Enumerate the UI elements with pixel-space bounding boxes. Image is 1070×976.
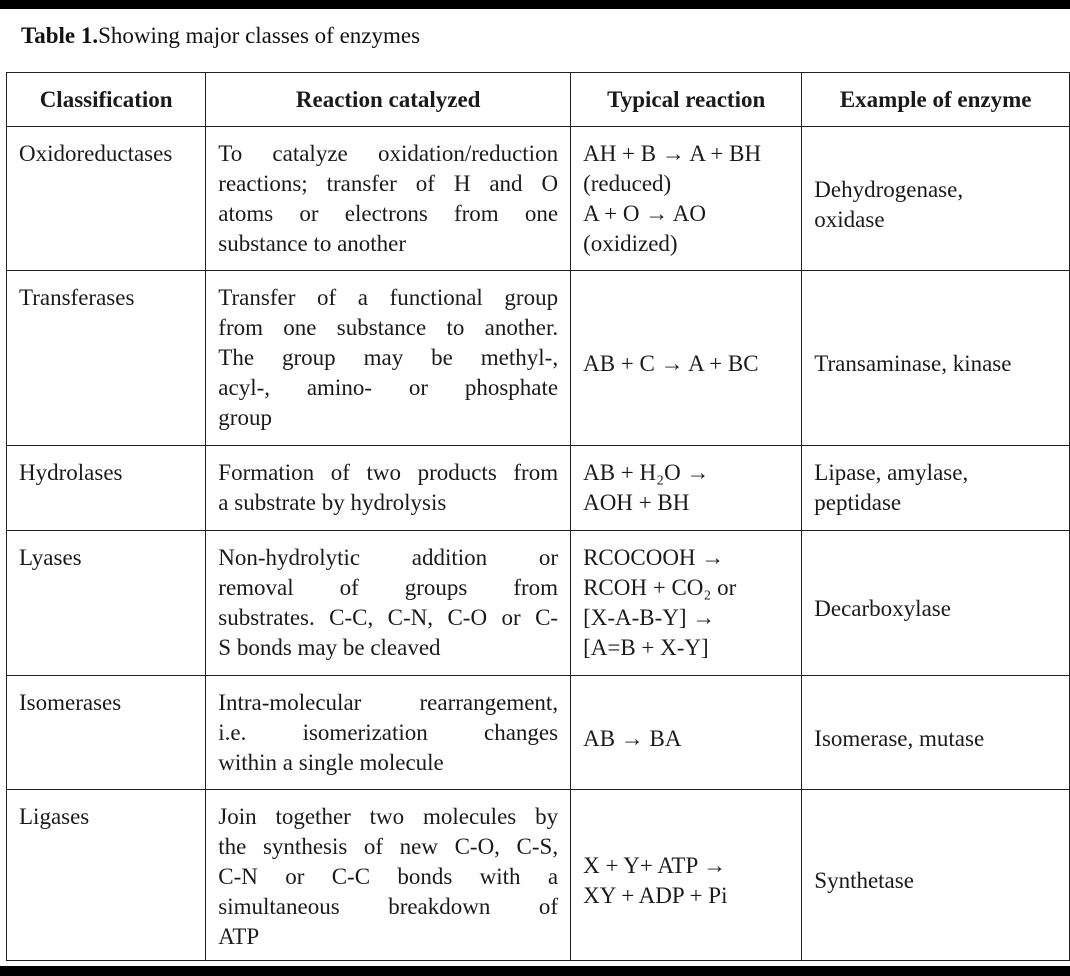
cell-example-enzyme — [802, 127, 1070, 271]
cell-reaction-catalyzed — [206, 676, 571, 790]
cell-typical-reaction — [571, 271, 802, 446]
cell-example-enzyme — [802, 676, 1070, 790]
typical-line: RCOH + CO₂ or — [583, 575, 737, 600]
table-row — [7, 271, 1070, 446]
reaction-line: Non-hydrolytic addition or — [218, 545, 559, 570]
header-example-of-enzyme: Example of enzyme — [802, 73, 1070, 127]
typical-line: X + Y+ ATP → — [583, 853, 727, 878]
cell-typical-reaction — [571, 127, 802, 271]
cell-typical-reaction — [571, 790, 802, 961]
cell-classification — [7, 531, 206, 676]
cell-classification — [7, 790, 206, 961]
cell-reaction-catalyzed — [206, 531, 571, 676]
typical-line: AH + B → A + BH — [583, 141, 762, 166]
table-row — [7, 446, 1070, 531]
typical-line: XY + ADP + Pi — [583, 883, 728, 908]
typical-line: [A=B + X-Y] — [583, 635, 709, 660]
table-row — [7, 676, 1070, 790]
classification-text: Oxidoreductases — [19, 141, 173, 166]
typical-line: [X-A-B-Y] → — [583, 605, 716, 630]
reaction-line: ATP — [218, 924, 260, 949]
cell-example-enzyme — [802, 790, 1070, 961]
reaction-line: To catalyze oxidation/reduction — [218, 141, 559, 166]
typical-line: AOH + BH — [583, 490, 690, 515]
classification-text: Transferases — [19, 285, 135, 310]
cell-reaction-catalyzed — [206, 446, 571, 531]
header-reaction-catalyzed: Reaction catalyzed — [206, 73, 571, 127]
cell-typical-reaction — [571, 531, 802, 676]
document-page — [0, 9, 1070, 966]
example-line: Dehydrogenase, — [814, 176, 964, 202]
typical-line: (oxidized) — [583, 231, 678, 256]
reaction-line: from one substance to another. — [218, 315, 559, 340]
typical-line: AB + C → A + BC — [583, 351, 759, 376]
example-line: Lipase, amylase, — [814, 460, 969, 485]
caption-text: Showing major classes of enzymes — [98, 23, 421, 48]
example-line: Decarboxylase — [814, 596, 951, 621]
cell-reaction-catalyzed — [206, 790, 571, 961]
table-caption — [21, 23, 420, 49]
reaction-line: The group may be methyl-, — [218, 345, 559, 370]
cell-classification — [7, 676, 206, 790]
reaction-line: C-N or C-C bonds with a — [218, 864, 559, 889]
cell-classification — [7, 271, 206, 446]
reaction-line: substrates. C-C, C-N, C-O or C- — [218, 605, 559, 630]
reaction-line: Intra-molecular rearrangement, — [218, 690, 559, 715]
cell-typical-reaction — [571, 676, 802, 790]
reaction-line: the synthesis of new C-O, C-S, — [218, 834, 559, 859]
cell-reaction-catalyzed — [206, 127, 571, 271]
reaction-line: atoms or electrons from one — [218, 201, 559, 226]
reaction-line: group — [218, 405, 272, 430]
example-line: Synthetase — [814, 868, 914, 893]
example-line: oxidase — [814, 206, 885, 232]
reaction-line: Join together two molecules by — [218, 804, 559, 829]
table-header-row — [7, 73, 1070, 127]
cell-typical-reaction — [571, 446, 802, 531]
reaction-line: i.e. isomerization changes — [218, 720, 559, 745]
reaction-line: removal of groups from — [218, 575, 559, 600]
example-line: Transaminase, kinase — [814, 351, 1012, 376]
typical-line: AB → BA — [583, 725, 682, 751]
reaction-line: Formation of two products from — [218, 460, 559, 485]
enzyme-classes-table — [6, 72, 1070, 961]
example-line: Isomerase, mutase — [814, 725, 985, 751]
classification-text: Ligases — [19, 804, 90, 829]
cell-classification — [7, 127, 206, 271]
cell-example-enzyme — [802, 271, 1070, 446]
reaction-line: within a single molecule — [218, 750, 444, 775]
reaction-line: a substrate by hydrolysis — [218, 490, 447, 515]
reaction-line: acyl-, amino- or phosphate — [218, 375, 559, 400]
cell-example-enzyme — [802, 531, 1070, 676]
caption-label: Table 1. — [21, 23, 99, 48]
classification-text: Isomerases — [19, 690, 122, 715]
table-row — [7, 790, 1070, 961]
typical-line: (reduced) — [583, 171, 672, 196]
header-typical-reaction: Typical reaction — [571, 73, 802, 127]
classification-text: Hydrolases — [19, 460, 123, 485]
reaction-line: substance to another — [218, 231, 407, 256]
example-line: peptidase — [814, 490, 902, 515]
table-row — [7, 531, 1070, 676]
typical-line: A + O → AO — [583, 201, 706, 226]
header-classification: Classification — [7, 73, 206, 127]
typical-line: AB + H₂O → — [583, 460, 710, 485]
cell-reaction-catalyzed — [206, 271, 571, 446]
reaction-line: Transfer of a functional group — [218, 285, 559, 310]
typical-line: RCOCOOH → — [583, 545, 725, 570]
table-row — [7, 127, 1070, 271]
classification-text: Lyases — [19, 545, 82, 570]
cell-example-enzyme — [802, 446, 1070, 531]
reaction-line: reactions; transfer of H and O — [218, 171, 559, 196]
cell-classification — [7, 446, 206, 531]
reaction-line: S bonds may be cleaved — [218, 635, 441, 660]
reaction-line: simultaneous breakdown of — [218, 894, 559, 919]
